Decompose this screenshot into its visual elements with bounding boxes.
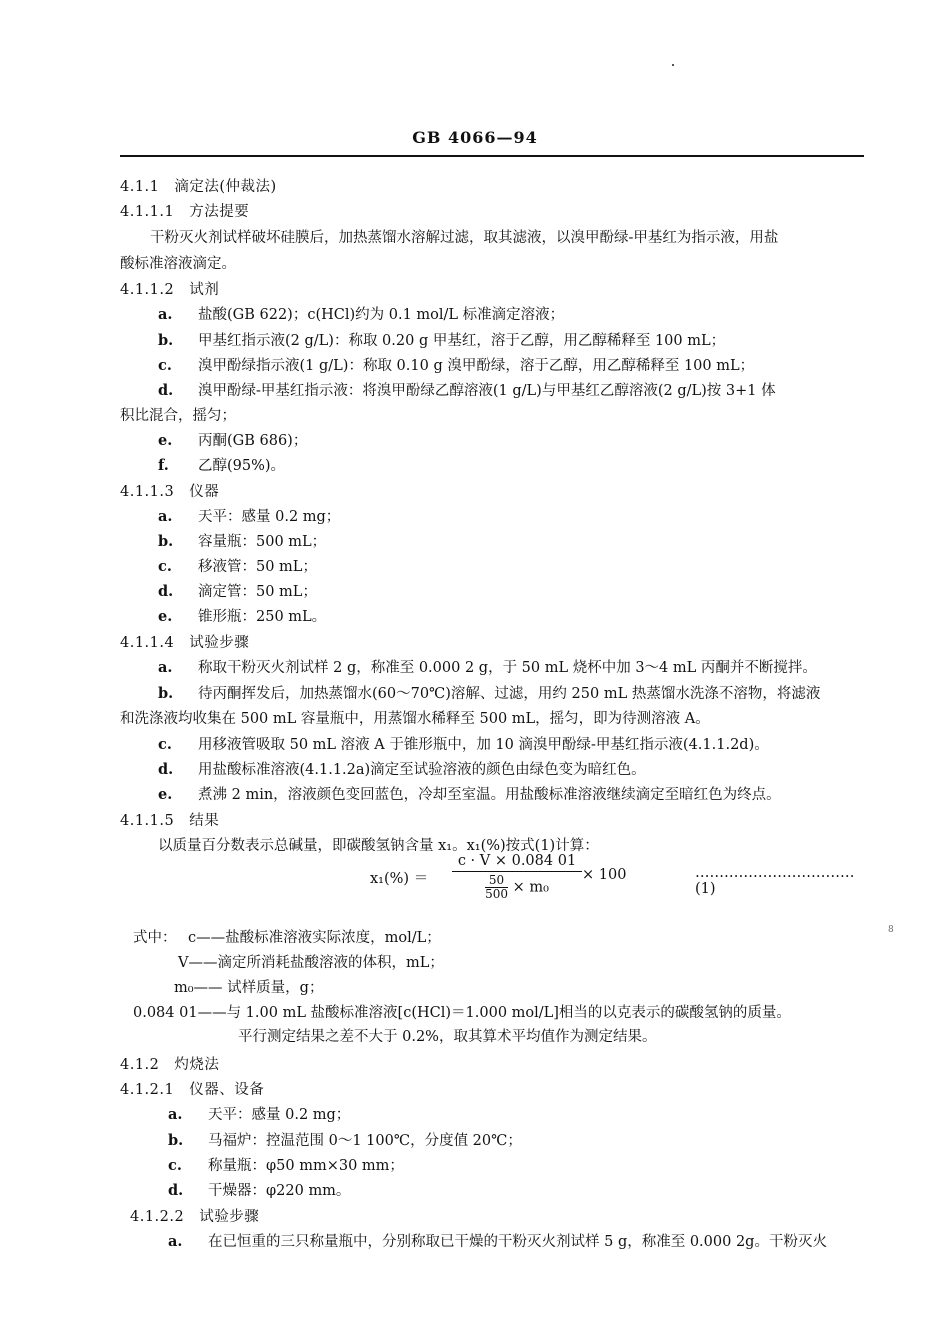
margin-mark: 8 (888, 925, 894, 935)
list-text: 干燥器：φ220 mm。 (208, 1183, 351, 1199)
section-heading: 4.1.1 滴定法(仲裁法) (120, 179, 277, 195)
list-label: c. (158, 558, 172, 575)
list-item (158, 331, 725, 351)
scan-speck (672, 64, 674, 66)
list-item (158, 456, 285, 476)
list-item (158, 582, 317, 602)
list-text: 用移液管吸取 50 mL 溶液 A 于锥形瓶中，加 10 滴溴甲酚绿-甲基红指示液(4.1.1.2d)。 (198, 737, 769, 753)
list-item (158, 356, 754, 376)
list-label: e. (158, 608, 173, 625)
section-heading: 4.1.1.4 试验步骤 (120, 635, 250, 651)
paragraph-line: 以质量百分数表示总碱量，即碳酸氢钠含量 x₁。x₁(%)按式(1)计算： (158, 838, 599, 854)
list-item (158, 760, 646, 780)
list-item (158, 735, 769, 755)
list-text: 锥形瓶：250 mL。 (198, 609, 327, 625)
formula-1 (370, 853, 870, 913)
list-label: d. (158, 382, 174, 399)
list-item (158, 607, 326, 627)
list-label: d. (158, 583, 174, 600)
where-intro: 式中： (133, 930, 177, 946)
list-text: 在已恒重的三只称量瓶中，分别称取已干燥的干粉灭火剂试样 5 g，称准至 0.000 2g。干粉灭火 (208, 1234, 827, 1250)
list-label: c. (158, 357, 172, 374)
list-item (158, 532, 326, 552)
list-text: 天平：感量 0.2 mg； (198, 509, 341, 525)
standard-number: GB 4066—94 (412, 128, 538, 147)
list-text: 甲基红指示液(2 g/L)：称取 0.20 g 甲基红，溶于乙醇，用乙醇稀释至 100 mL； (198, 333, 726, 349)
list-label: a. (158, 306, 173, 323)
section-heading: 4.1.1.3 仪器 (120, 484, 220, 500)
list-label: e. (158, 786, 173, 803)
list-item (158, 557, 317, 577)
list-label: b. (158, 533, 174, 550)
list-text: 用盐酸标准溶液(4.1.1.2a)滴定至试验溶液的颜色由绿色变为暗红色。 (198, 762, 646, 778)
list-text: 溴甲酚绿-甲基红指示液：将溴甲酚绿乙醇溶液(1 g/L)与甲基红乙醇溶液(2 g/L)按 3+1 体 (198, 383, 776, 399)
list-text: 称取干粉灭火剂试样 2 g，称准至 0.000 2 g，于 50 mL 烧杯中加 3～4 mL 丙酮并不断搅拌。 (198, 660, 817, 676)
list-item (168, 1105, 350, 1125)
formula-fraction (452, 853, 582, 901)
list-item (168, 1156, 404, 1176)
variable-definition: m₀—— 试样质量，g； (174, 980, 324, 996)
paragraph-line: 平行测定结果之差不大于 0.2%，取其算术平均值作为测定结果。 (238, 1029, 657, 1045)
list-label: b. (168, 1132, 184, 1149)
variable-definition: c——盐酸标准溶液实际浓度，mol/L； (188, 930, 441, 946)
paragraph-line: 和洗涤液均收集在 500 mL 容量瓶中，用蒸馏水稀释至 500 mL，摇匀，即为待测溶液 A。 (120, 711, 710, 727)
list-item (158, 684, 820, 704)
list-label: d. (168, 1182, 184, 1199)
list-label: a. (158, 508, 173, 525)
list-label: a. (168, 1233, 183, 1250)
formula-denominator (452, 872, 582, 901)
list-label: b. (158, 332, 174, 349)
formula-den-tail: × m₀ (512, 879, 549, 896)
list-label: a. (168, 1106, 183, 1123)
formula-number: ……………………………(1) (695, 865, 855, 897)
list-item (168, 1232, 827, 1252)
section-heading: 4.1.2 灼烧法 (120, 1057, 220, 1073)
list-text: 煮沸 2 min，溶液颜色变回蓝色，冷却至室温。用盐酸标准溶液继续滴定至暗红色为终点。 (198, 787, 781, 803)
mini-numerator: 50 (485, 874, 508, 888)
list-text: 滴定管：50 mL； (198, 584, 317, 600)
list-item (158, 658, 817, 678)
list-label: f. (158, 457, 169, 474)
list-text: 称量瓶：φ50 mm×30 mm； (208, 1158, 404, 1174)
list-text: 容量瓶：500 mL； (198, 534, 327, 550)
list-text: 待丙酮挥发后，加热蒸馏水(60～70℃)溶解、过滤，用约 250 mL 热蒸馏水洗涤不溶物，将滤液 (198, 686, 821, 702)
list-label: b. (158, 685, 174, 702)
formula-lhs: x₁(%) ＝ (370, 871, 429, 887)
formula-tail: × 100 (582, 867, 627, 883)
list-item (158, 431, 307, 451)
list-item (158, 305, 564, 325)
list-text: 盐酸(GB 622)；c(HCl)约为 0.1 mol/L 标准滴定溶液； (198, 307, 565, 323)
list-text: 丙酮(GB 686)； (198, 433, 308, 449)
list-item (158, 381, 776, 401)
variable-definition: 0.084 01——与 1.00 mL 盐酸标准溶液[c(HCl)＝1.000 mol/L]相当的以克表示的碳酸氢钠的质量。 (133, 1005, 791, 1021)
list-label: a. (158, 659, 173, 676)
list-text: 乙醇(95%)。 (198, 458, 286, 474)
formula-mini-fraction (485, 874, 508, 901)
list-text: 移液管：50 mL； (198, 559, 317, 575)
section-heading: 4.1.2.1 仪器、设备 (120, 1082, 265, 1098)
list-text: 天平：感量 0.2 mg； (208, 1107, 351, 1123)
list-item (158, 785, 781, 805)
list-text: 溴甲酚绿指示液(1 g/L)：称取 0.10 g 溴甲酚绿，溶于乙醇，用乙醇稀释至 100 mL； (198, 358, 755, 374)
list-item (168, 1181, 350, 1201)
variable-definition: V——滴定所消耗盐酸溶液的体积，mL； (178, 955, 444, 971)
list-label: e. (158, 432, 173, 449)
paragraph-line: 干粉灭火剂试样破坏硅膜后，加热蒸馏水溶解过滤，取其滤液，以溴甲酚绿-甲基红为指示液，用盐 (150, 230, 779, 246)
paragraph-line: 积比混合，摇匀； (120, 408, 236, 424)
section-heading: 4.1.1.1 方法提要 (120, 204, 250, 220)
list-label: d. (158, 761, 174, 778)
list-label: c. (158, 736, 172, 753)
section-heading: 4.1.1.5 结果 (120, 813, 220, 829)
list-item (168, 1131, 522, 1151)
list-text: 马福炉：控温范围 0～1 100℃，分度值 20℃； (208, 1133, 522, 1149)
list-label: c. (168, 1157, 182, 1174)
section-heading: 4.1.2.2 试验步骤 (130, 1209, 260, 1225)
formula-numerator: c · V × 0.084 01 (452, 853, 582, 872)
section-heading: 4.1.1.2 试剂 (120, 282, 220, 298)
paragraph-line: 酸标准溶液滴定。 (120, 256, 236, 272)
mini-denominator: 500 (485, 887, 508, 901)
list-item (158, 507, 340, 527)
header-rule (120, 155, 864, 157)
